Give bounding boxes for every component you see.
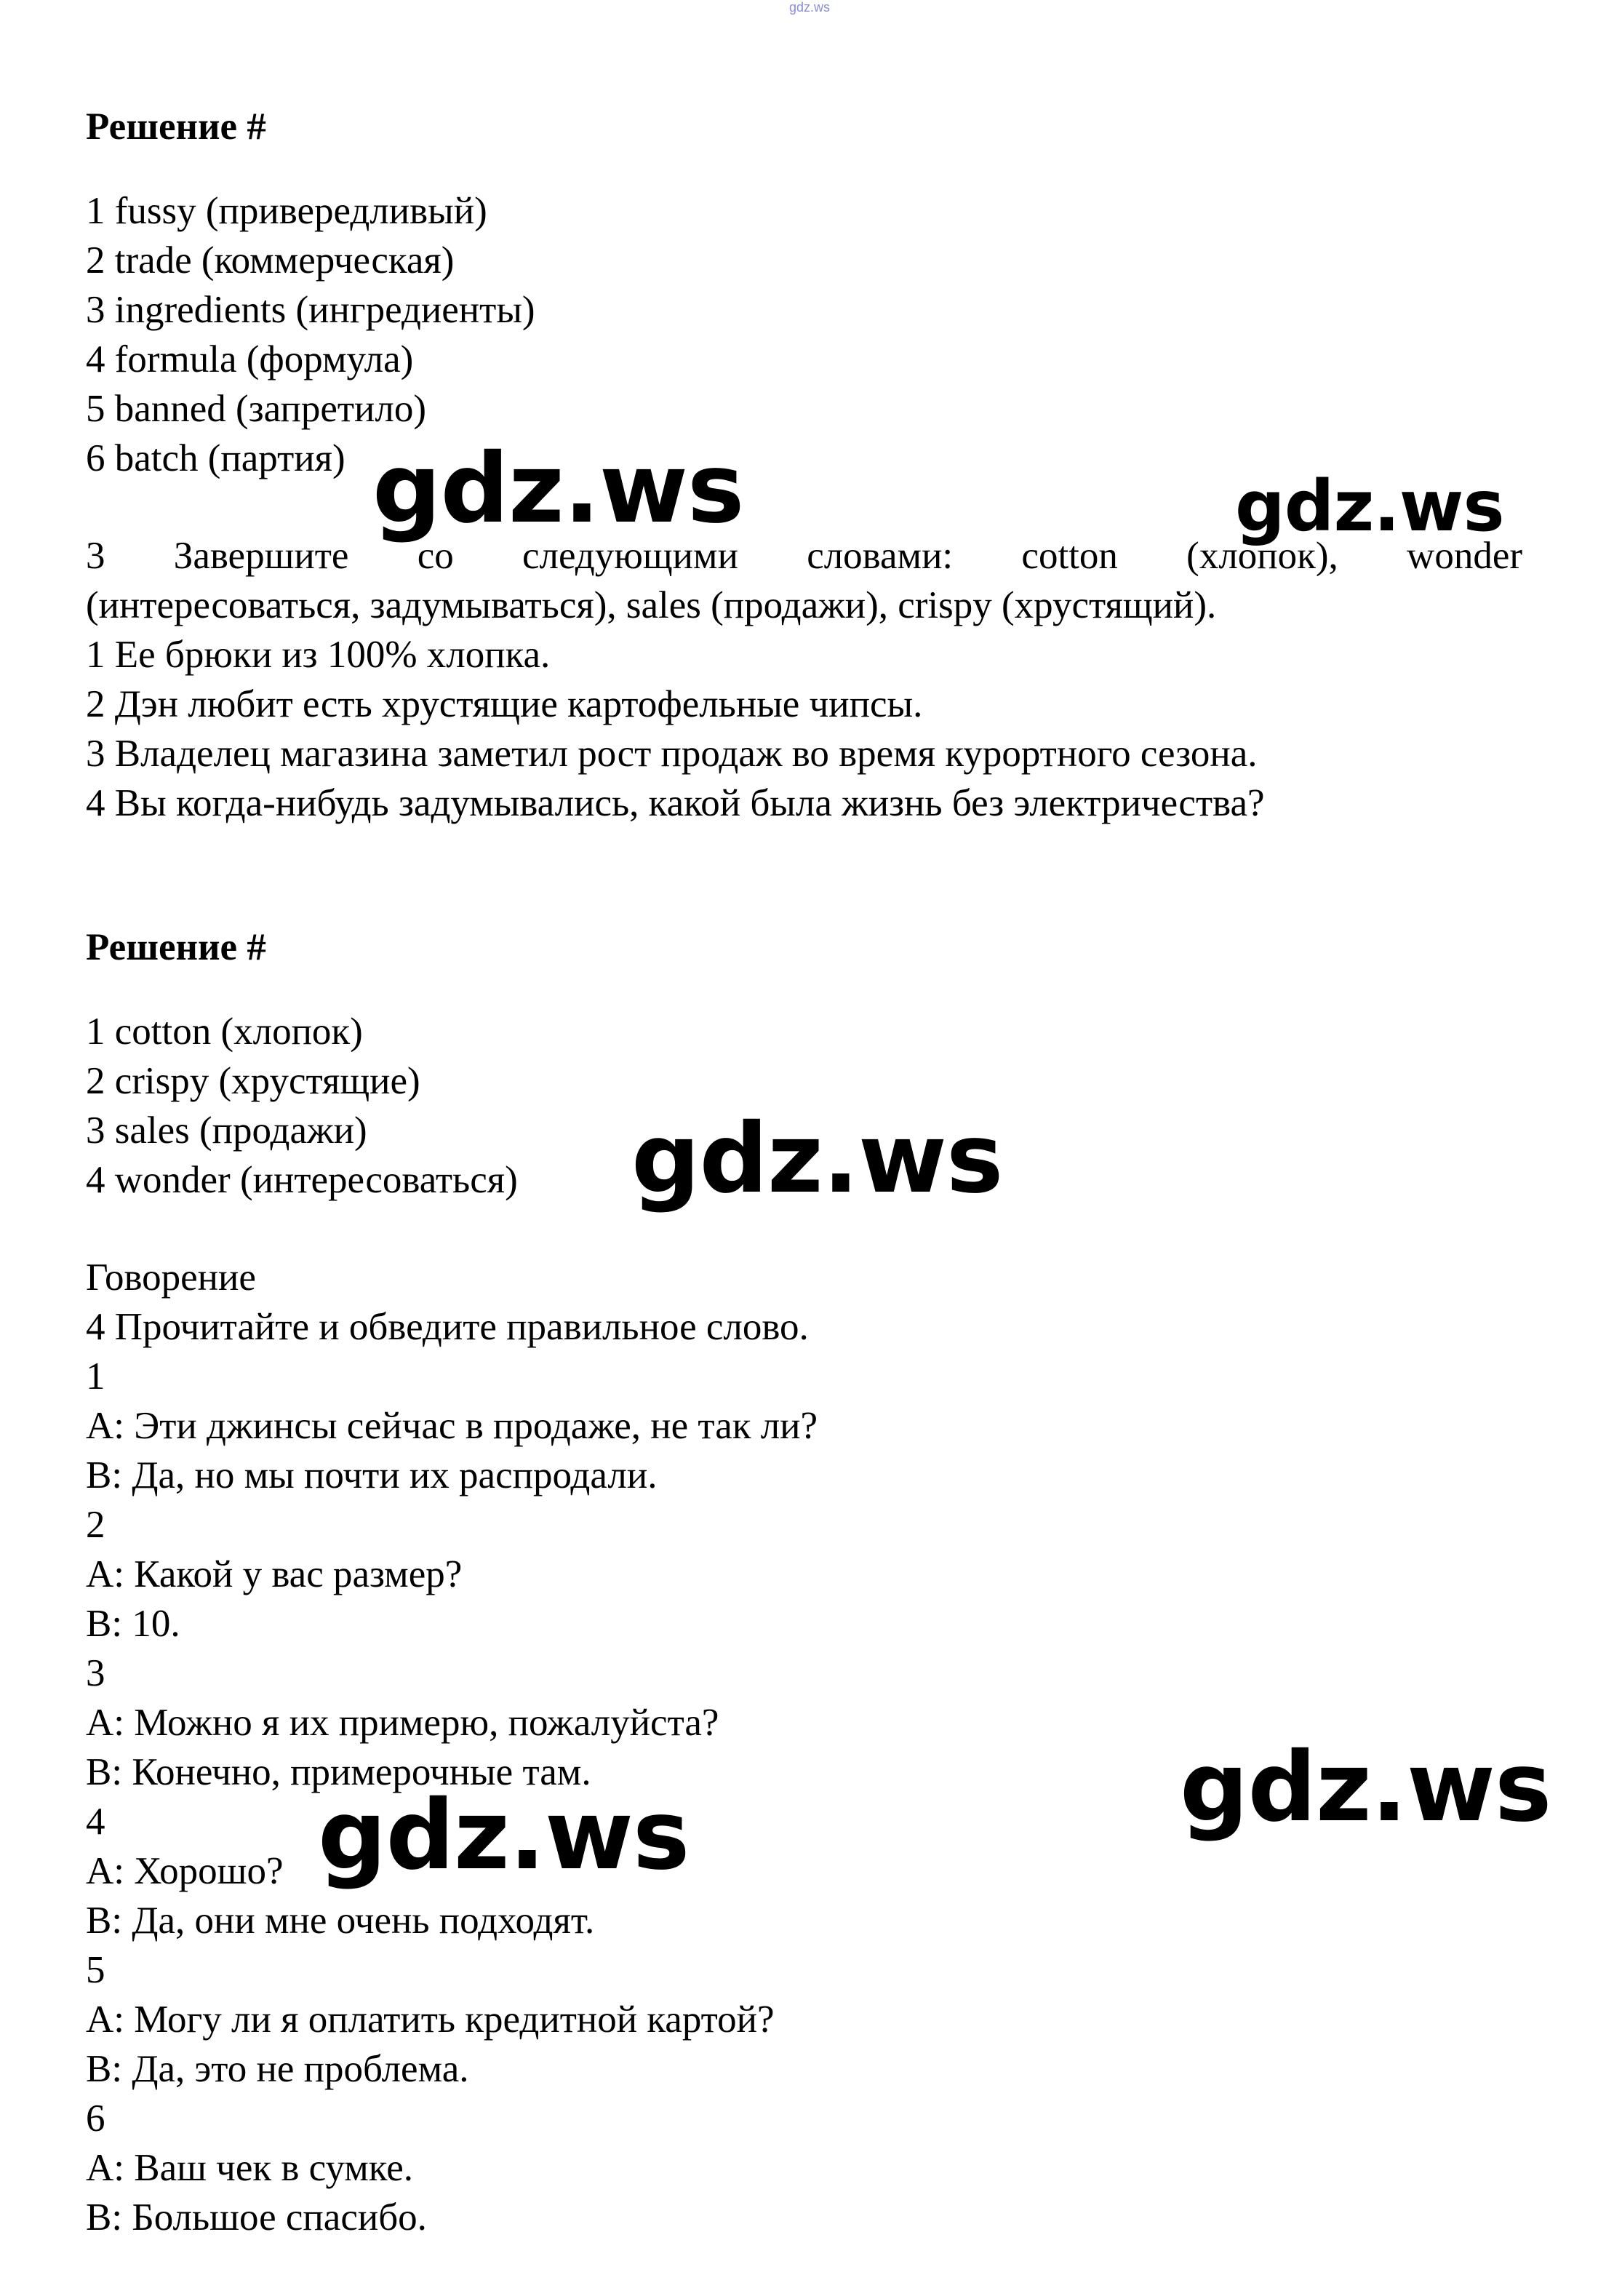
watermark-logo: gdz.ws [372,433,744,545]
speaking-title: Говорение [86,1256,256,1299]
list-item: 2 Дэн любит есть хрустящие картофельные чипсы. [86,683,923,725]
list-item: 1 fussy (привередливый) [86,190,487,232]
dialogue-line-a: A: Хорошо? [86,1850,284,1892]
answer-list-1 [86,186,1522,483]
dialogue-line-b: B: Большое спасибо. [86,2196,427,2239]
list-item: 2 trade (коммерческая) [86,239,455,282]
list-item: 3 Владелец магазина заметил рост продаж во время курортного сезона. [86,733,1258,775]
dialogue-line-a: A: Можно я их примерю, пожалуйста? [86,1702,719,1744]
list-item: 4 wonder (интересоваться) [86,1159,518,1201]
list-item: 3 ingredients (ингредиенты) [86,289,535,331]
dialogue-line-a: A: Эти джинсы сейчас в продаже, не так ли? [86,1405,818,1447]
dialogue-line-b: B: 10. [86,1603,180,1645]
top-watermark: gdz.ws [789,0,831,15]
dialogue-number: 6 [86,2097,105,2140]
solution-heading-1: Решение # [86,105,266,148]
dialogue-line-a: A: Могу ли я оплатить кредитной картой? [86,1998,775,2041]
dialogue-line-a: A: Ваш чек в сумке. [86,2147,414,2189]
dialogue-number: 3 [86,1652,105,1694]
dialogue-line-b: B: Да, но мы почти их распродали. [86,1454,658,1496]
task3-intro-line2: (интересоваться, задумываться), sales (продажи), crispy (хрустящий). [86,584,1217,626]
dialogue-number: 1 [86,1355,105,1398]
list-item: 6 batch (партия) [86,437,345,479]
dialogue-number: 5 [86,1949,105,1991]
watermark-logo: gdz.ws [1180,1731,1551,1843]
task3-sentences [86,630,1522,828]
task3-intro-line1: 3 Завершите со следующими словами: cotton (хлопок), wonder [86,535,1522,577]
list-item: 1 cotton (хлопок) [86,1011,363,1053]
solution-heading-2: Решение # [86,926,266,968]
list-item: 1 Ее брюки из 100% хлопка. [86,634,551,676]
list-item: 3 sales (продажи) [86,1109,367,1152]
watermark-logo: gdz.ws [1235,466,1504,547]
dialogue-line-b: B: Конечно, примерочные там. [86,1751,591,1793]
watermark-logo: gdz.ws [631,1103,1003,1215]
dialogue-line-a: A: Какой у вас размер? [86,1553,463,1595]
list-item: 4 Вы когда-нибудь задумывались, какой была жизнь без электричества? [86,782,1265,824]
speaking-task: 4 Прочитайте и обведите правильное слово. [86,1306,809,1348]
dialogue-number: 2 [86,1504,105,1546]
list-item: 2 crispy (хрустящие) [86,1060,420,1102]
watermark-logo: gdz.ws [318,1779,690,1892]
list-item: 4 formula (формула) [86,338,414,380]
list-item: 5 banned (запретило) [86,388,426,430]
dialogue-line-b: B: Да, это не проблема. [86,2048,469,2090]
dialogue-number: 4 [86,1801,105,1843]
dialogue-line-b: B: Да, они мне очень подходят. [86,1900,595,1942]
